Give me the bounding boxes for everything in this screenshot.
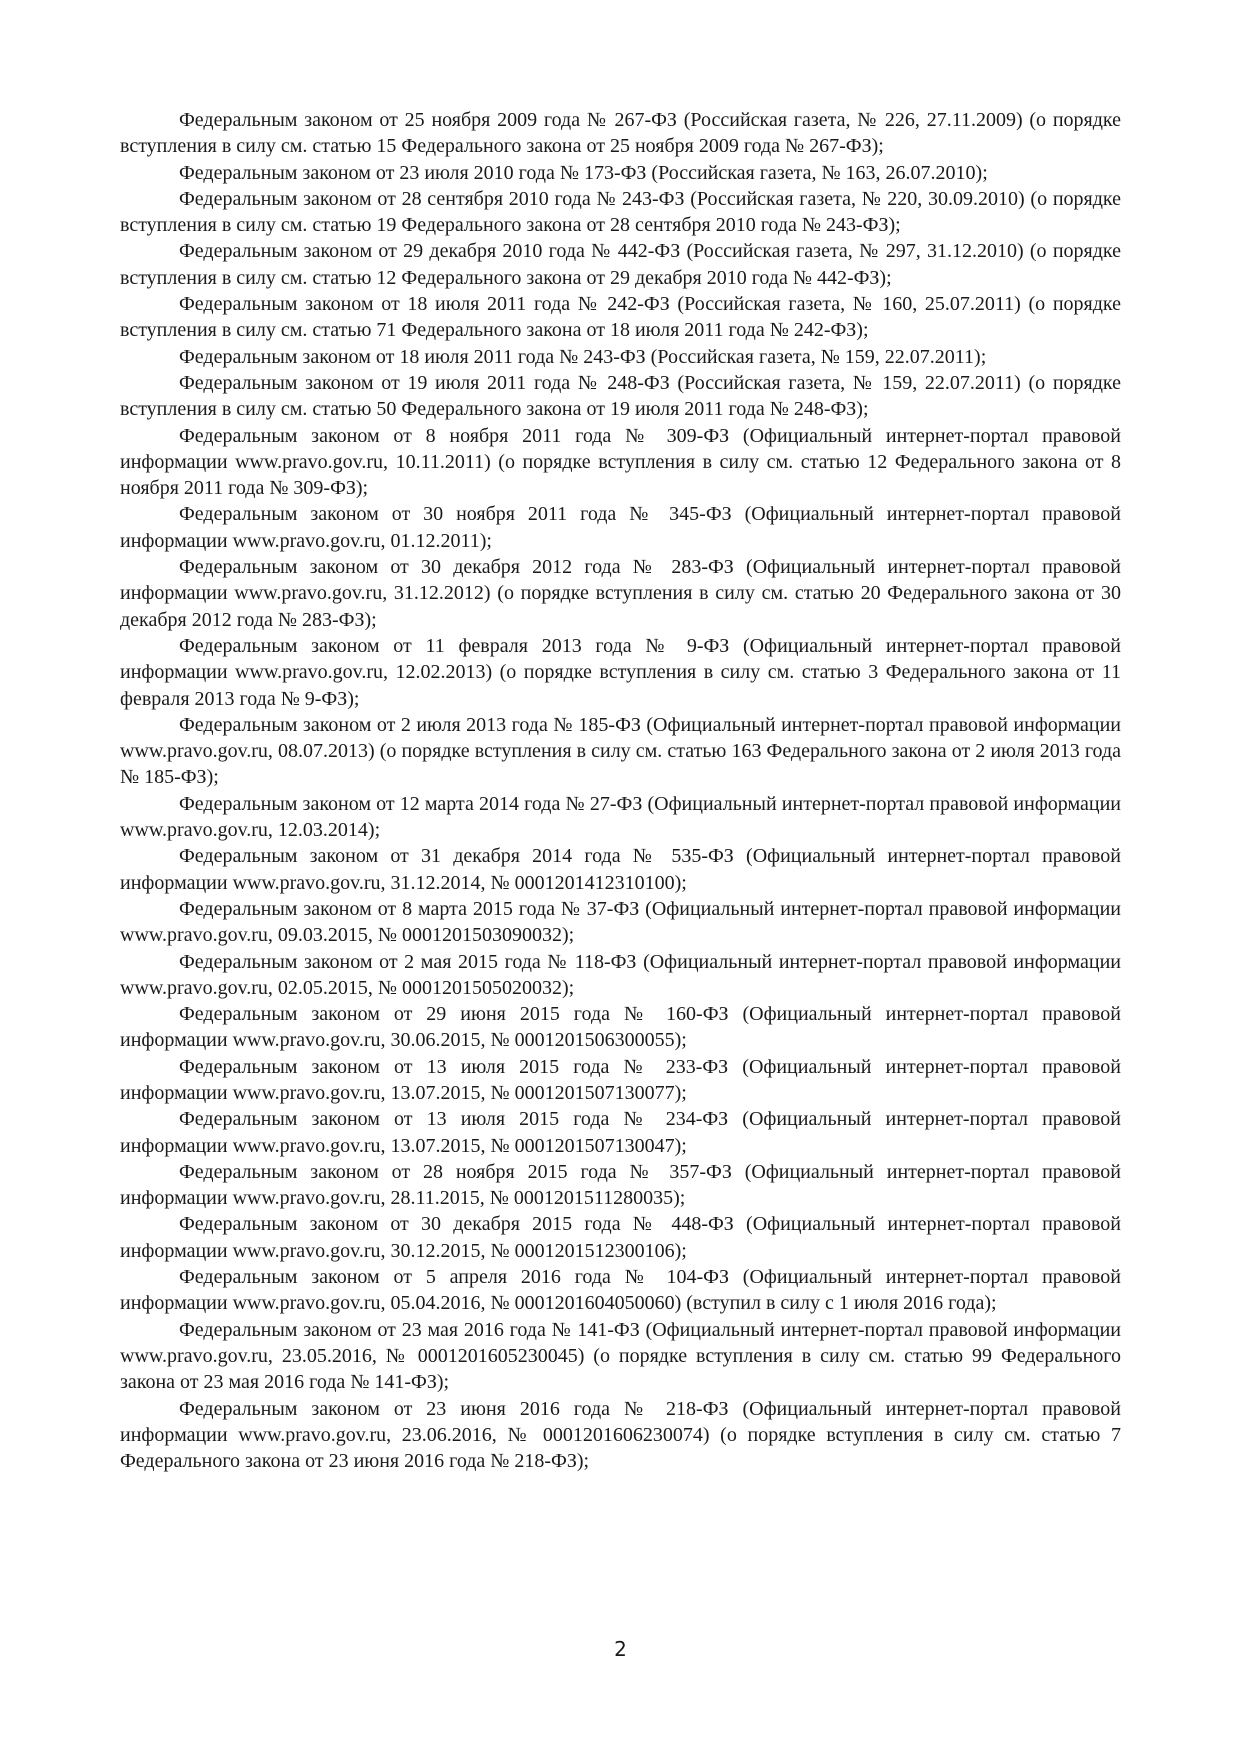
amendment-paragraph: Федеральным законом от 28 ноября 2015 года № 357-ФЗ (Официальный интернет-портал правовой информации www.pravo.gov.ru, 28.11.2015, № 0001201511280035);	[120, 1160, 1121, 1210]
amendment-paragraph: Федеральным законом от 25 ноября 2009 года № 267-ФЗ (Российская газета, № 226, 27.11.2009) (о порядке вступления в силу см. статью 15 Федерального закона от 25 ноября 2009 года № 267-ФЗ);	[120, 109, 1121, 158]
amendment-paragraph: Федеральным законом от 30 ноября 2011 года № 345-ФЗ (Официальный интернет-портал правовой информации www.pravo.gov.ru, 01.12.2011);	[120, 503, 1121, 552]
amendment-paragraph: Федеральным законом от 12 марта 2014 года № 27-ФЗ (Официальный интернет-портал правовой информации www.pravo.gov.ru, 12.03.2014);	[120, 792, 1121, 842]
amendment-paragraph: Федеральным законом от 19 июля 2011 года № 248-ФЗ (Российская газета, № 159, 22.07.2011) (о порядке вступления в силу см. статью 50 Федерального закона от 19 июля 2011 года № 248-ФЗ);	[120, 371, 1121, 421]
amendment-paragraph: Федеральным законом от 11 февраля 2013 года № 9-ФЗ (Официальный интернет-портал правовой информации www.pravo.gov.ru, 12.02.2013) (о порядке вступления в силу см. статью 3 Федерального закона от 11 февраля 2013 года № 9-ФЗ);	[120, 634, 1121, 710]
amendment-paragraph: Федеральным законом от 30 декабря 2015 года № 448-ФЗ (Официальный интернет-портал правовой информации www.pravo.gov.ru, 30.12.2015, № 0001201512300106);	[120, 1213, 1121, 1262]
amendment-paragraph: Федеральным законом от 30 декабря 2012 года № 283-ФЗ (Официальный интернет-портал правовой информации www.pravo.gov.ru, 31.12.2012) (о порядке вступления в силу см. статью 20 Федерального закона от 30 декабря 2012 года № 283-ФЗ);	[120, 556, 1121, 631]
amendment-paragraph: Федеральным законом от 13 июля 2015 года № 234-ФЗ (Официальный интернет-портал правовой информации www.pravo.gov.ru, 13.07.2015, № 0001201507130047);	[120, 1108, 1121, 1157]
amendment-paragraph: Федеральным законом от 23 июля 2010 года № 173-ФЗ (Российская газета, № 163, 26.07.2010);	[179, 161, 988, 184]
amendment-paragraph: Федеральным законом от 2 июля 2013 года № 185-ФЗ (Официальный интернет-портал правовой информации www.pravo.gov.ru, 08.07.2013) (о порядке вступления в силу см. статью 163 Федерального закона от 2 июля 2013 года № 185-ФЗ);	[120, 713, 1121, 789]
amendments-list	[120, 107, 1121, 1474]
amendment-paragraph: Федеральным законом от 18 июля 2011 года № 242-ФЗ (Российская газета, № 160, 25.07.2011) (о порядке вступления в силу см. статью 71 Федерального закона от 18 июля 2011 года № 242-ФЗ);	[120, 293, 1121, 342]
amendment-paragraph: Федеральным законом от 23 мая 2016 года № 141-ФЗ (Официальный интернет-портал правовой информации www.pravo.gov.ru, 23.05.2016, № 0001201605230045) (о порядке вступления в силу см. статью 99 Федерального закона от 23 мая 2016 года № 141-ФЗ);	[120, 1318, 1121, 1394]
amendment-paragraph: Федеральным законом от 28 сентября 2010 года № 243-ФЗ (Российская газета, № 220, 30.09.2010) (о порядке вступления в силу см. статью 19 Федерального закона от 28 сентября 2010 года № 243-ФЗ);	[120, 187, 1121, 237]
amendment-paragraph: Федеральным законом от 29 декабря 2010 года № 442-ФЗ (Российская газета, № 297, 31.12.2010) (о порядке вступления в силу см. статью 12 Федерального закона от 29 декабря 2010 года № 442-ФЗ);	[120, 240, 1121, 289]
amendment-paragraph: Федеральным законом от 29 июня 2015 года № 160-ФЗ (Официальный интернет-портал правовой информации www.pravo.gov.ru, 30.06.2015, № 0001201506300055);	[120, 1003, 1121, 1052]
amendment-paragraph: Федеральным законом от 18 июля 2011 года № 243-ФЗ (Российская газета, № 159, 22.07.2011);	[179, 345, 987, 368]
amendment-paragraph: Федеральным законом от 31 декабря 2014 года № 535-ФЗ (Официальный интернет-портал правовой информации www.pravo.gov.ru, 31.12.2014, № 0001201412310100);	[120, 845, 1121, 894]
amendment-paragraph: Федеральным законом от 2 мая 2015 года № 118-ФЗ (Официальный интернет-портал правовой информации www.pravo.gov.ru, 02.05.2015, № 0001201505020032);	[120, 950, 1121, 999]
page-number: 2	[614, 1637, 627, 1661]
amendment-paragraph: Федеральным законом от 23 июня 2016 года № 218-ФЗ (Официальный интернет-портал правовой информации www.pravo.gov.ru, 23.06.2016, № 0001201606230074) (о порядке вступления в силу см. статью 7 Федерального закона от 23 июня 2016 года № 218-ФЗ);	[120, 1397, 1121, 1473]
amendment-paragraph: Федеральным законом от 13 июля 2015 года № 233-ФЗ (Официальный интернет-портал правовой информации www.pravo.gov.ru, 13.07.2015, № 0001201507130077);	[120, 1055, 1121, 1104]
amendment-paragraph: Федеральным законом от 8 марта 2015 года № 37-ФЗ (Официальный интернет-портал правовой информации www.pravo.gov.ru, 09.03.2015, № 0001201503090032);	[120, 897, 1121, 947]
amendment-paragraph: Федеральным законом от 5 апреля 2016 года № 104-ФЗ (Официальный интернет-портал правовой информации www.pravo.gov.ru, 05.04.2016, № 0001201604050060) (вступил в силу с 1 июля 2016 года);	[120, 1266, 1121, 1315]
amendment-paragraph: Федеральным законом от 8 ноября 2011 года № 309-ФЗ (Официальный интернет-портал правовой информации www.pravo.gov.ru, 10.11.2011) (о порядке вступления в силу см. статью 12 Федерального закона от 8 ноября 2011 года № 309-ФЗ);	[120, 424, 1121, 500]
